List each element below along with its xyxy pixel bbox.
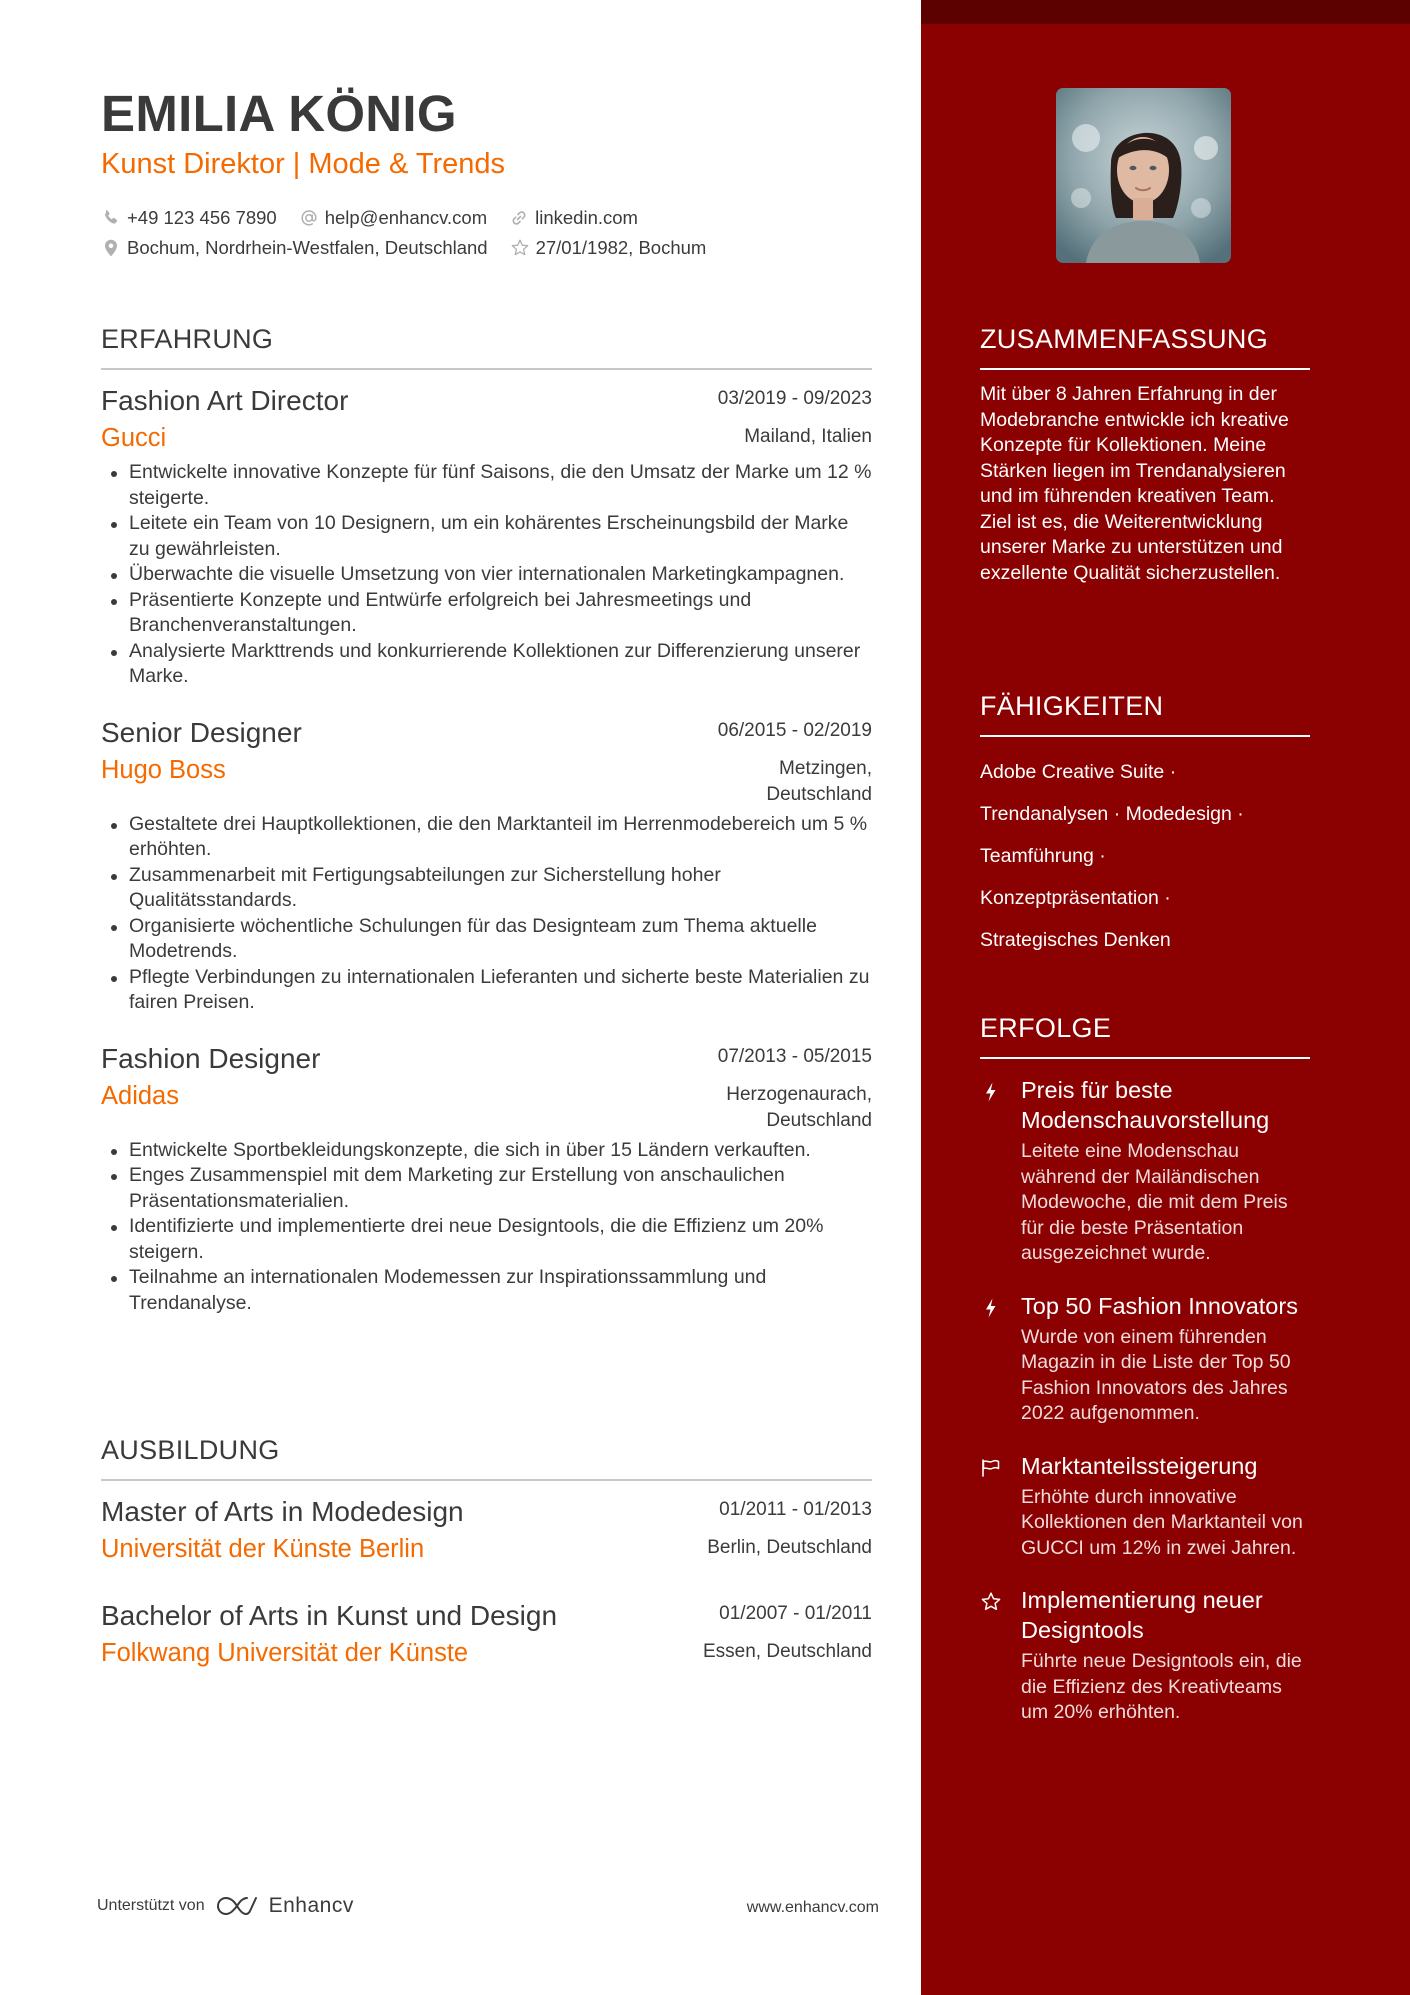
bullet: Pflegte Verbindungen zu internationalen Lieferanten und sicherte beste Materialien zu fairen Preisen. <box>101 965 872 1016</box>
bullet: Identifizierte und implementierte drei neue Designtools, die die Effizienz um 20% steigern. <box>101 1214 872 1265</box>
company-name: Gucci <box>101 424 167 452</box>
experience-entry <box>101 714 872 1016</box>
skill-item: Teamführung · <box>980 845 1106 867</box>
section-divider <box>980 735 1310 737</box>
section-divider <box>101 1479 872 1481</box>
bullet: Teilnahme an internationalen Modemessen zur Inspirationssammlung und Trendanalyse. <box>101 1265 872 1316</box>
achievement-desc: Erhöhte durch innovative Kollektionen den Marktanteil von GUCCI um 12% in zwei Jahren. <box>1021 1485 1303 1559</box>
bullet: Überwachte die visuelle Umsetzung von vier internationalen Marketingkampagnen. <box>101 562 872 588</box>
footer-powered-by <box>97 1893 354 1919</box>
linkedin-text: linkedin.com <box>535 207 638 228</box>
job-title: Senior Designer <box>101 716 302 748</box>
achievement-desc: Wurde von einem führenden Magazin in die Liste der Top 50 Fashion Innovators des Jahres 2022 aufgenommen. <box>1021 1325 1291 1424</box>
achievement-title: Marktanteilssteigerung <box>1021 1452 1258 1479</box>
achievements-section <box>980 1009 1310 1726</box>
section-title: ZUSAMMENFASSUNG <box>980 324 1269 354</box>
candidate-subtitle: Kunst Direktor | Mode & Trends <box>101 148 506 180</box>
contact-row <box>101 233 872 263</box>
job-title: Fashion Art Director <box>101 385 349 416</box>
company-name: Hugo Boss <box>101 755 226 784</box>
phone-icon <box>101 208 121 228</box>
lightning-icon <box>980 1081 1002 1103</box>
star-icon <box>510 238 530 258</box>
contact-birth <box>510 237 707 259</box>
experience-entry <box>101 1040 872 1317</box>
achievement-title: Top 50 Fashion Innovators <box>1021 1292 1298 1319</box>
bullet: Enges Zusammenspiel mit dem Marketing zur Erstellung von anschaulichen Präsentationsmaterialien. <box>101 1163 872 1214</box>
bullet: Leitete ein Team von 10 Designern, um ein kohärentes Erscheinungsbild der Marke zu gewährleisten. <box>101 511 872 562</box>
link-icon <box>509 208 529 228</box>
skills-list <box>980 751 1310 961</box>
flag-icon <box>980 1457 1002 1479</box>
contact-linkedin[interactable] <box>509 207 638 229</box>
job-location <box>766 752 872 808</box>
location-pin-icon <box>101 238 121 258</box>
achievement-title: Preis für beste Modenschauvorstellung <box>1021 1077 1270 1133</box>
job-bullets <box>101 460 872 690</box>
skills-section <box>980 687 1310 961</box>
section-divider <box>980 368 1310 370</box>
skill-item: Adobe Creative Suite · <box>980 761 1177 783</box>
star-icon <box>980 1591 1002 1613</box>
footer-website[interactable]: www.enhancv.com <box>746 1899 879 1916</box>
bullet: Zusammenarbeit mit Fertigungsabteilungen zur Sicherstellung hoher Qualitätsstandards. <box>101 863 872 914</box>
skill-item: Konzeptpräsentation · <box>980 887 1171 909</box>
contact-row <box>101 203 872 233</box>
job-bullets <box>101 1138 872 1317</box>
experience-section <box>101 320 872 1316</box>
bullet: Entwickelte Sportbekleidungskonzepte, die sich in über 15 Ländern verkauften. <box>101 1138 872 1164</box>
achievement-desc: Leitete eine Modenschau während der Mailändischen Modewoche, die mit dem Preis für die beste Präsentation ausgezeichnet wurde. <box>1021 1140 1288 1264</box>
job-location: Mailand, Italien <box>744 426 872 447</box>
job-location-line: Deutschland <box>766 783 872 805</box>
contact-info <box>101 203 872 263</box>
job-title: Fashion Designer <box>101 1042 321 1074</box>
job-dates: 06/2015 - 02/2019 <box>717 719 872 741</box>
school-location: Berlin, Deutschland <box>707 1537 872 1558</box>
skill-item: Strategisches Denken <box>980 929 1171 951</box>
education-dates: 01/2011 - 01/2013 <box>719 1499 872 1520</box>
company-name: Adidas <box>101 1081 179 1110</box>
section-title: AUSBILDUNG <box>101 1435 280 1465</box>
job-location-line: Herzogenaurach, <box>726 1083 872 1105</box>
achievement-item <box>980 1291 1310 1427</box>
section-title: FÄHIGKEITEN <box>980 691 1164 721</box>
birth-text: 27/01/1982, Bochum <box>535 237 707 258</box>
achievement-item <box>980 1451 1310 1562</box>
summary-section <box>980 320 1310 586</box>
enhancv-logo-icon <box>215 1893 263 1919</box>
job-location-line: Metzingen, <box>779 757 872 779</box>
job-bullets <box>101 812 872 1016</box>
achievement-item <box>980 1585 1310 1726</box>
bullet: Gestaltete drei Hauptkollektionen, die den Marktanteil im Herrenmodebereich um 5 % erhöhten. <box>101 812 872 863</box>
school-name: Folkwang Universität der Künste <box>101 1639 469 1667</box>
sidebar-top-band <box>921 0 1410 24</box>
profile-photo <box>1056 88 1231 263</box>
section-title: ERFAHRUNG <box>101 324 274 354</box>
bullet: Analysierte Markttrends und konkurrierende Kollektionen zur Differenzierung unserer Marke. <box>101 639 872 690</box>
section-title: ERFOLGE <box>980 1013 1112 1043</box>
bullet: Präsentierte Konzepte und Entwürfe erfolgreich bei Jahresmeetings und Branchenveranstaltungen. <box>101 588 872 639</box>
email-text: help@enhancv.com <box>324 207 488 228</box>
section-divider <box>101 368 872 370</box>
bullet: Entwickelte innovative Konzepte für fünf Saisons, die den Umsatz der Marke um 12 % steigerte. <box>101 460 872 511</box>
skill-item: Trendanalysen · Modedesign · <box>980 803 1244 825</box>
job-location-line: Deutschland <box>766 1109 872 1131</box>
contact-location <box>101 237 488 259</box>
job-dates: 07/2013 - 05/2015 <box>717 1045 872 1067</box>
achievement-desc: Führte neue Designtools ein, die die Effizienz des Kreativteams um 20% erhöhten. <box>1021 1650 1302 1723</box>
education-entry <box>101 1597 872 1671</box>
at-icon <box>299 208 319 228</box>
summary-text: Mit über 8 Jahren Erfahrung in der Modebranche entwickle ich kreative Konzepte für Kollektionen. Meine Stärken liegen im Trendanalysieren und im führenden kreativen Team. Ziel ist es, die Weiterentwicklung unserer Marke zu unterstützen und exzellente Qualität sicherzustellen. <box>980 383 1289 584</box>
candidate-name: EMILIA KÖNIG <box>101 85 457 142</box>
section-divider <box>980 1057 1310 1059</box>
job-location <box>726 1078 872 1134</box>
sidebar <box>921 0 1410 1995</box>
contact-phone[interactable] <box>101 207 277 229</box>
contact-email[interactable] <box>299 207 487 229</box>
experience-entry <box>101 382 872 690</box>
enhancv-logo[interactable] <box>215 1893 354 1919</box>
education-section <box>101 1431 872 1671</box>
job-dates: 03/2019 - 09/2023 <box>717 388 872 409</box>
degree-title: Bachelor of Arts in Kunst und Design <box>101 1600 558 1631</box>
achievement-item <box>980 1075 1310 1267</box>
enhancv-brand: Enhancv <box>268 1894 354 1917</box>
bullet: Organisierte wöchentliche Schulungen für das Designteam zum Thema aktuelle Modetrends. <box>101 914 872 965</box>
powered-by-label: Unterstützt von <box>97 1897 205 1914</box>
achievement-title: Implementierung neuer Designtools <box>1021 1587 1263 1643</box>
school-location: Essen, Deutschland <box>703 1641 872 1662</box>
location-text: Bochum, Nordrhein-Westfalen, Deutschland <box>127 237 488 258</box>
education-entry <box>101 1493 872 1567</box>
school-name: Universität der Künste Berlin <box>101 1535 425 1563</box>
profile-photo-image <box>1056 88 1231 263</box>
degree-title: Master of Arts in Modedesign <box>101 1496 464 1527</box>
phone-text: +49 123 456 7890 <box>127 207 277 228</box>
lightning-icon <box>980 1297 1002 1319</box>
education-dates: 01/2007 - 01/2011 <box>719 1603 872 1624</box>
